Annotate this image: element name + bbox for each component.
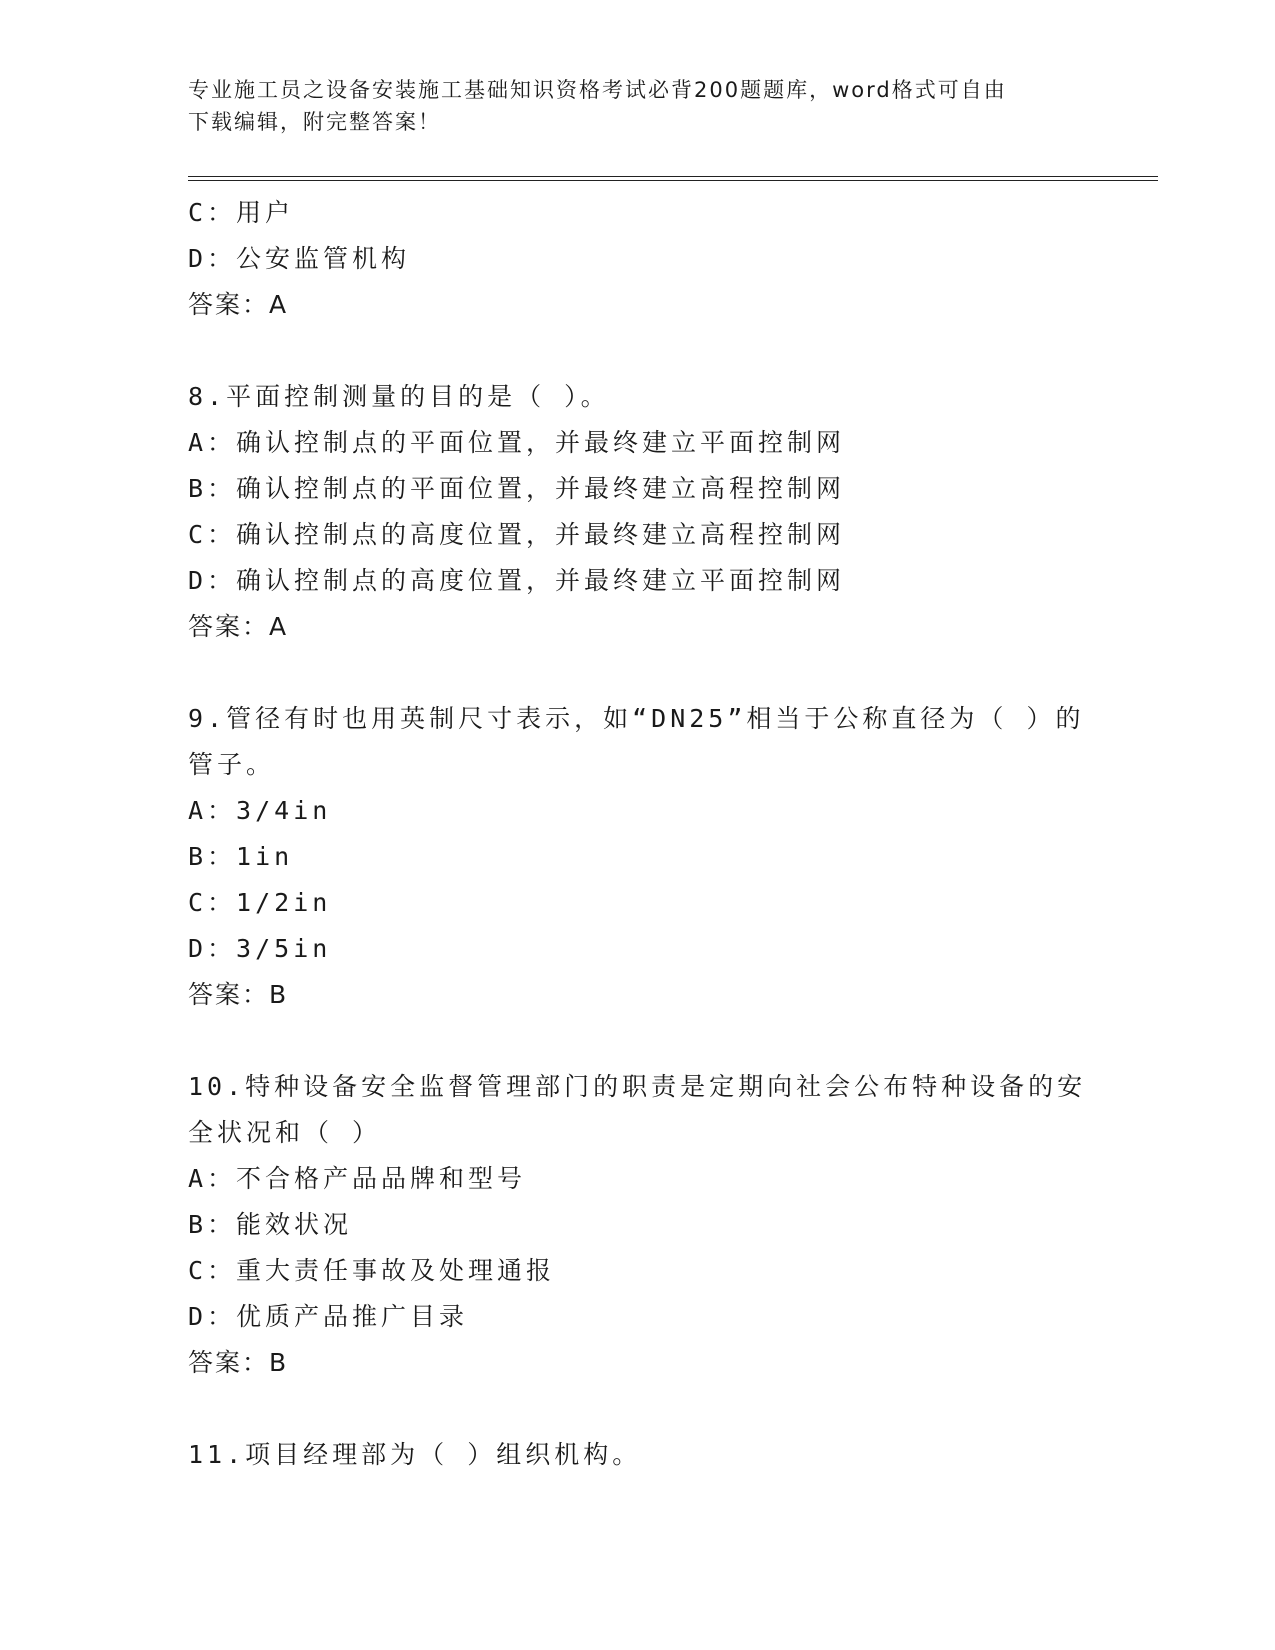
option-b: B：确认控制点的平面位置，并最终建立高程控制网 xyxy=(188,474,846,503)
spacer xyxy=(188,650,1088,696)
option-c: C：1/2in xyxy=(188,888,332,917)
option-d: D：3/5in xyxy=(188,934,332,963)
question-11 xyxy=(188,1432,1088,1478)
option-c: C：确认控制点的高度位置，并最终建立高程控制网 xyxy=(188,520,846,549)
option-a: A：不合格产品品牌和型号 xyxy=(188,1164,527,1193)
option-b: B：能效状况 xyxy=(188,1210,353,1239)
header-divider xyxy=(188,176,1158,181)
question-text-line2: 管子。 xyxy=(188,750,276,779)
option-d: D：优质产品推广目录 xyxy=(188,1302,469,1331)
option-c: C：重大责任事故及处理通报 xyxy=(188,1256,556,1285)
header-title-line1: 专业施工员之设备安装施工基础知识资格考试必背200题题库，word格式可自由 xyxy=(188,78,1007,102)
answer: 答案：B xyxy=(188,1348,289,1377)
question-10 xyxy=(188,1064,1088,1386)
answer: 答案：A xyxy=(188,290,289,319)
option-d: D：确认控制点的高度位置，并最终建立平面控制网 xyxy=(188,566,846,595)
question-text-line1: 9.管径有时也用英制尺寸表示，如“DN25”相当于公称直径为（ ）的 xyxy=(188,704,1085,733)
option-a: A：确认控制点的平面位置，并最终建立平面控制网 xyxy=(188,428,846,457)
question-text-line1: 10.特种设备安全监督管理部门的职责是定期向社会公布特种设备的安 xyxy=(188,1072,1087,1101)
question-text: 8.平面控制测量的目的是（ ）。 xyxy=(188,382,610,411)
spacer xyxy=(188,1018,1088,1064)
spacer xyxy=(188,1386,1088,1432)
spacer xyxy=(188,328,1088,374)
header-title-line2: 下载编辑，附完整答案！ xyxy=(188,110,441,134)
answer: 答案：A xyxy=(188,612,289,641)
question-7 xyxy=(188,190,1088,328)
option-c: C：用户 xyxy=(188,198,295,227)
option-d: D：公安监管机构 xyxy=(188,244,411,273)
option-a: A：3/4in xyxy=(188,796,332,825)
question-8 xyxy=(188,374,1088,650)
answer: 答案：B xyxy=(188,980,289,1009)
question-list xyxy=(188,190,1088,1478)
option-b: B：1in xyxy=(188,842,294,871)
question-9 xyxy=(188,696,1088,1018)
question-text-line2: 全状况和（ ） xyxy=(188,1118,382,1147)
question-text: 11.项目经理部为（ ）组织机构。 xyxy=(188,1440,642,1469)
document-header xyxy=(188,74,1088,138)
